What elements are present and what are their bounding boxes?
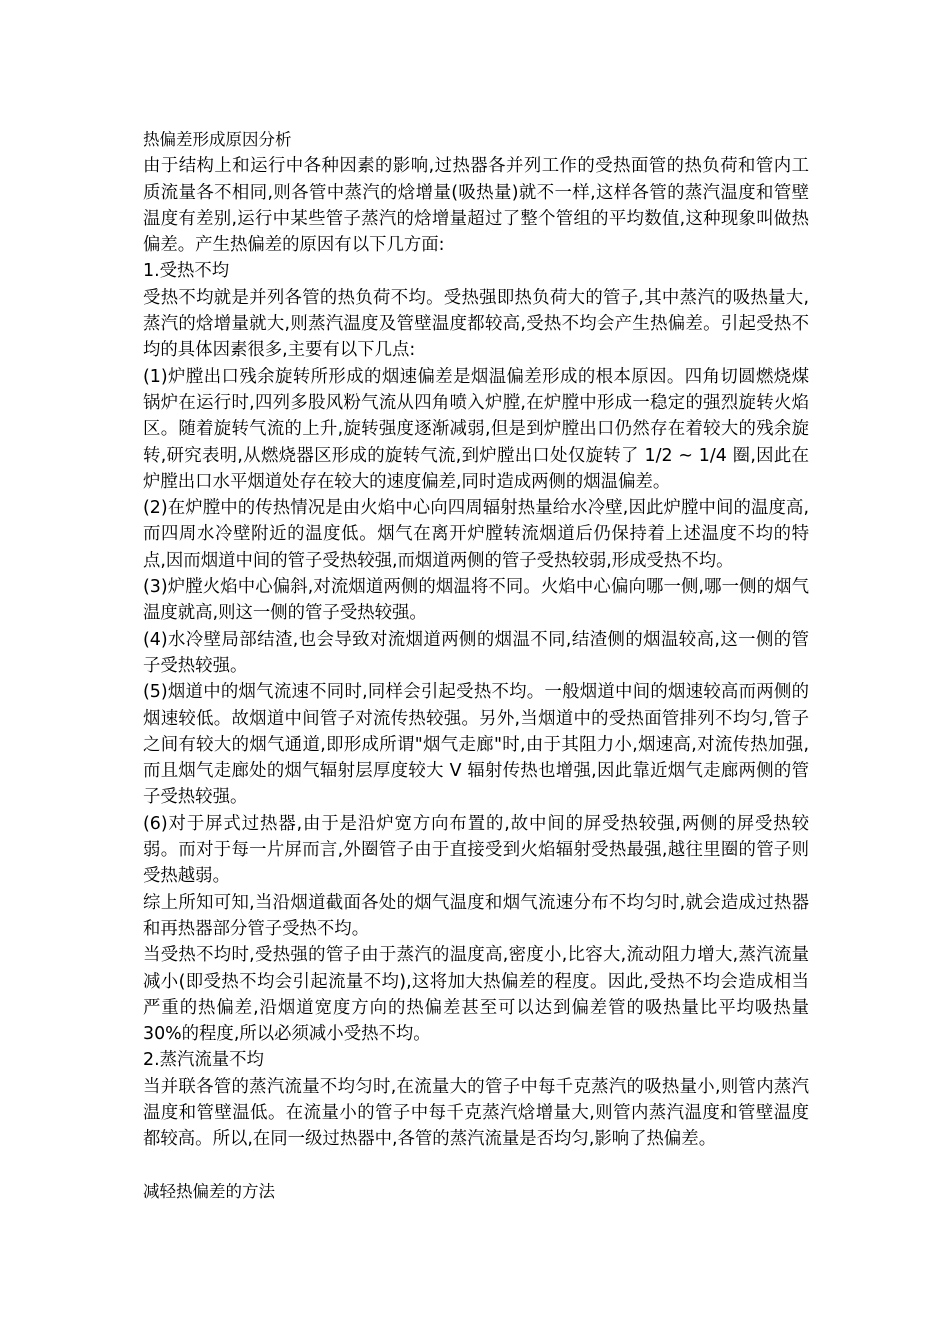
section-title: 热偏差形成原因分析 xyxy=(143,130,292,149)
list-item-4: (4)水冷壁局部结渣,也会导致对流烟道两侧的烟温不同,结渣侧的烟温较高,这一侧的管子受热较强。 xyxy=(143,629,809,676)
next-section-title: 减轻热偏差的方法 xyxy=(143,1181,275,1201)
section-heading-uneven-heating: 1.受热不均 xyxy=(143,261,230,282)
blank-line xyxy=(143,1153,809,1179)
list-item-2: (2)在炉膛中的传热情况是由火焰中心向四周辐射热量给水冷壁,因此炉膛中间的温度高,而四周水冷壁附近的温度低。烟气在离开炉膛转流烟道后仍保持着上述温度不均的特点,因而烟道中间的管子受热较强,而烟道两侧的管子受热较弱,形成受热不均。 xyxy=(143,498,809,571)
uneven-flow-paragraph: 当并联各管的蒸汽流量不均匀时,在流量大的管子中每千克蒸汽的吸热量小,则管内蒸汽温度和管壁温低。在流量小的管子中每千克蒸汽焓增量大,则管内蒸汽温度和管壁温度都较高。所以,在同一级过热器中,各管的蒸汽流量是否均匀,影响了热偏差。 xyxy=(143,1076,809,1150)
uneven-heating-paragraph: 受热不均就是并列各管的热负荷不均。受热强即热负荷大的管子,其中蒸汽的吸热量大,蒸汽的焓增量就大,则蒸汽温度及管壁温度都较高,受热不均会产生热偏差。引起受热不均的具体因素很多,主要有以下几点: xyxy=(143,287,809,361)
summary-paragraph-1: 综上所知可知,当沿烟道截面各处的烟气温度和烟气流速分布不均匀时,就会造成过热器和再热器部分管子受热不均。 xyxy=(143,892,809,939)
list-item-5: (5)烟道中的烟气流速不同时,同样会引起受热不均。一般烟道中间的烟速较高而两侧的烟速较低。故烟道中间管子对流传热较强。另外,当烟道中的受热面管排列不均匀,管子之间有较大的烟气通道,即形成所谓"烟气走廊"时,由于其阻力小,烟速高,对流传热加强,而且烟气走廊处的烟气辐射层厚度较大 V 辐射传热也增强,因此靠近烟气走廊两侧的管子受热较强。 xyxy=(143,682,809,808)
summary-paragraph-2: 当受热不均时,受热强的管子由于蒸汽的温度高,密度小,比容大,流动阻力增大,蒸汽流量减小(即受热不均会引起流量不均),这将加大热偏差的程度。因此,受热不均会造成相当严重的热偏差,沿烟道宽度方向的热偏差甚至可以达到偏差管的吸热量比平均吸热量 30%的程度,所以必须减小受热不均。 xyxy=(143,945,809,1045)
list-item-1: (1)炉膛出口残余旋转所形成的烟速偏差是烟温偏差形成的根本原因。四角切圆燃烧煤锅炉在运行时,四列多股风粉气流从四角喷入炉膛,在炉膛中形成一稳定的强烈旋转火焰区。随着旋转气流的上升,旋转强度逐渐减弱,但是到炉膛出口仍然存在着较大的残余旋转,研究表明,从燃烧器区形成的旋转气流,到炉膛出口处仅旋转了 1/2 ~ 1/4 圈,因此在炉膛出口水平烟道处存在较大的速度偏差,同时造成两侧的烟温偏差。 xyxy=(143,366,809,492)
list-item-3: (3)炉膛火焰中心偏斜,对流烟道两侧的烟温将不同。火焰中心偏向哪一侧,哪一侧的烟气温度就高,则这一侧的管子受热较强。 xyxy=(143,577,809,624)
list-item-6: (6)对于屏式过热器,由于是沿炉宽方向布置的,故中间的屏受热较强,两侧的屏受热较弱。而对于每一片屏而言,外圈管子由于直接受到火焰辐射受热最强,越往里圈的管子则受热越弱。 xyxy=(143,813,809,887)
section-heading-uneven-flow: 2.蒸汽流量不均 xyxy=(143,1050,264,1071)
intro-paragraph: 由于结构上和运行中各种因素的影响,过热器各并列工作的受热面管的热负荷和管内工质流量各不相同,则各管中蒸汽的焓增量(吸热量)就不一样,这样各管的蒸汽温度和管壁温度有差别,运行中某些管子蒸汽的焓增量超过了整个管组的平均数值,这种现象叫做热偏差。产生热偏差的原因有以下几方面: xyxy=(143,156,809,256)
document-page xyxy=(143,127,809,1205)
